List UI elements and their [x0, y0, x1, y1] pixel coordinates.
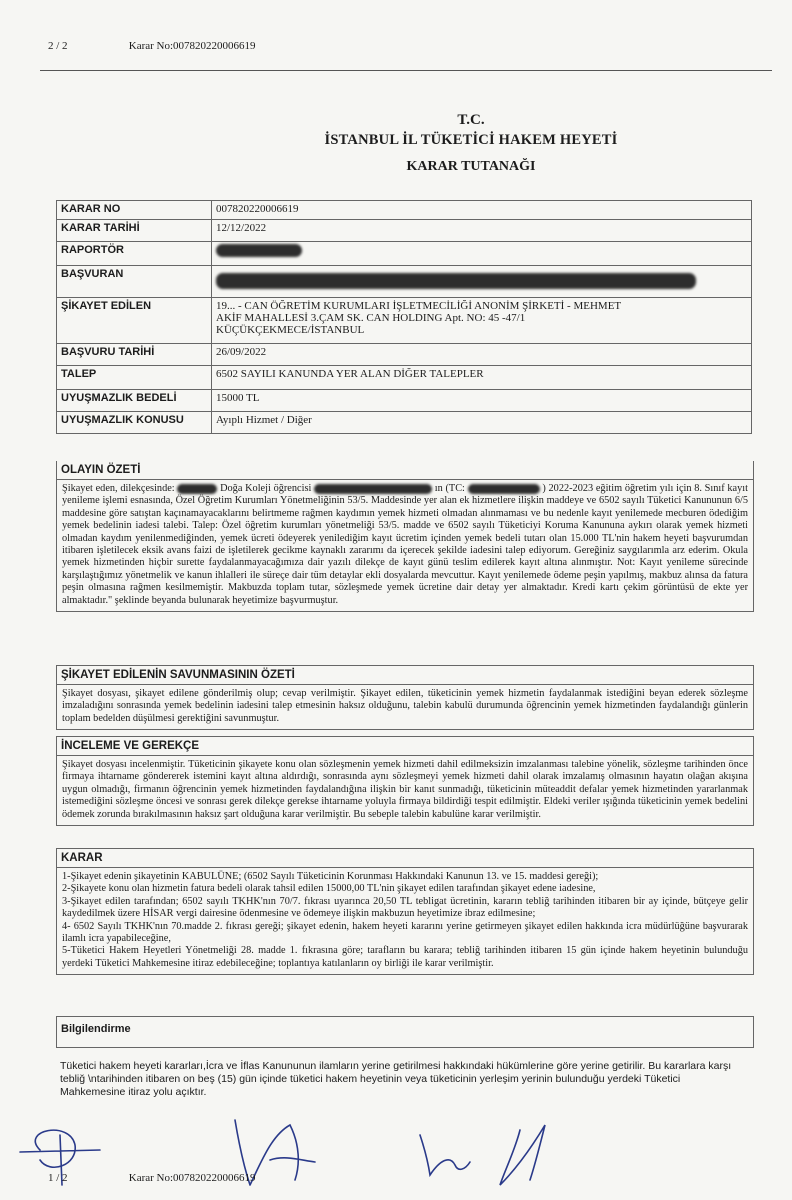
value-karar-tarihi: 12/12/2022 — [212, 220, 752, 242]
page-number: 2 / 2 — [48, 40, 68, 52]
olay-intro: Şikayet eden, dilekçesinde: — [62, 483, 175, 494]
label-karar-tarihi: KARAR TARİHİ — [57, 220, 212, 242]
section-savunma — [56, 665, 754, 730]
redaction-basvuran — [216, 273, 696, 289]
row-basvuran — [57, 266, 752, 298]
bilgilendirme-heading: Bilgilendirme — [61, 1023, 131, 1035]
redaction-raportor — [216, 244, 302, 257]
label-basvuru-tarihi: BAŞVURU TARİHİ — [57, 344, 212, 366]
row-sikayet-edilen — [57, 298, 752, 344]
olay-tc-label: ın (TC: — [434, 483, 465, 494]
label-raportor: RAPORTÖR — [57, 242, 212, 266]
row-uyusmazlik-konusu — [57, 412, 752, 434]
value-uyusmazlik-konusu: Ayıplı Hizmet / Diğer — [212, 412, 752, 434]
title-institution: İSTANBUL İL TÜKETİCİ HAKEM HEYETİ — [324, 132, 618, 148]
page-header — [48, 40, 256, 52]
value-sikayet-edilen — [212, 298, 752, 344]
heading-savunma: ŞİKAYET EDİLENİN SAVUNMASININ ÖZETİ — [57, 665, 753, 685]
section-olayin-ozeti — [56, 461, 754, 612]
page-footer — [48, 1172, 256, 1184]
document-title — [0, 112, 792, 175]
redaction-olay-1 — [177, 484, 217, 494]
heading-olayin-ozeti: OLAYIN ÖZETİ — [57, 461, 753, 480]
body-inceleme: Şikayet dosyası incelenmiştir. Tüketicinin şikayete konu olan sözleşmenin yemek hizmeti dahil edilmeksizin imzalanması talebine yönelik, sözleşme tarihinden önce firmaya ihtarname göndererek istemini kayıt altına aldırdığı, sonrasında aynı sözleşmeyi yemek hizmeti dahil olarak imzalamış olmasının hayatın olağan akışına uygun olmadığı, firmanın öğrencinin yemek hizmetinden faydalandığına ilişkin bir kanıt sunmadığı, tüketicinin müteaddit defalar yemek hizmetinden yararlanmak istemediğini sözleşme öncesi ve sonrası gerek dilekçe gerekse ihtarname yoluyla firmaya bildirdiği tespit edilmiştir. Eldeki veriler ışığında tüketicinin yemek bedelini ödemek zorunda bırakılmasının haksız şart olduğuna karar verilmiştir. Bu sebeple talebin kabulüne karar verilmiştir. — [62, 759, 748, 820]
row-raportor — [57, 242, 752, 266]
section-karar — [56, 848, 754, 975]
label-uyusmazlik-bedeli: UYUŞMAZLIK BEDELİ — [57, 390, 212, 412]
body-karar — [57, 868, 753, 974]
footer-decision-no: Karar No:007820220006619 — [128, 1172, 256, 1184]
label-talep: TALEP — [57, 366, 212, 390]
heading-karar: KARAR — [57, 848, 753, 868]
olay-year: ) 2022-2023 eğitim öğretim yılı — [542, 483, 674, 494]
label-uyusmazlik-konusu: UYUŞMAZLIK KONUSU — [57, 412, 212, 434]
footer-page-number: 1 / 2 — [48, 1172, 68, 1184]
heading-inceleme: İNCELEME VE GEREKÇE — [57, 736, 753, 756]
sikayet-edilen-line3: KÜÇÜKÇEKMECE/İSTANBUL — [216, 324, 365, 336]
olay-school: Doğa Koleji öğrencisi — [220, 483, 312, 494]
value-karar-no: 007820220006619 — [212, 201, 752, 220]
body-olayin-ozeti — [57, 480, 753, 611]
header-decision-no: Karar No:007820220006619 — [128, 40, 256, 52]
karar-item-1: 1-Şikayet edenin şikayetinin KABULÜNE; (6502 Sayılı Tüketicinin Korunması Hakkındaki Kanunun 13. ve 15. maddesi gereği); — [62, 871, 599, 882]
label-sikayet-edilen: ŞİKAYET EDİLEN — [57, 298, 212, 344]
redaction-olay-3 — [468, 484, 540, 494]
karar-item-5: 5-Tüketici Hakem Heyetleri Yönetmeliği 28. madde 1. fıkrasına göre; tarafların bu karara; tebliğ tarihinden itibaren 15 gün içinde hakem heyetinin bulunduğu yerdeki Tüketici Mahkemesine itiraz edebileceğine; toplantıya katılanların oy birliği ile karar verilmiştir. — [62, 945, 748, 969]
karar-item-4: 4- 6502 Sayılı TKHK'nın 70.madde 2. fıkrası gereği; şikayet edenin, hakem heyeti kararını yerine getirmeyen şikayet edilen hakkında icra müdürlüğüne başvurarak ilamlı icra yapabileceğine, — [62, 920, 748, 945]
label-basvuran: BAŞVURAN — [57, 266, 212, 298]
redaction-olay-2 — [314, 484, 432, 494]
bilgilendirme-text: Tüketici hakem heyeti kararları,İcra ve İflas Kanununun ilamların yerine getirilmesi hakkındaki hükümlerine göre yerine getirilir. Bu kararlara karşı tebliğ \ntarihinden itibaren on beş (15) gün içinde tüketici hakem heyetinin veya tüketicinin yerleşim yerinin bulunduğu yerdeki Tüketici Mahkemesine itiraz yolu açıktır. — [60, 1060, 732, 1098]
body-savunma: Şikayet dosyası, şikayet edilene gönderilmiş olup; cevap verilmiştir. Şikayet edilen, tüketicinin yemek hizmetin faydalanmak istediğini beyan ederek sözleşme imzaladığını sonrasında yemek bedelinin iadesini talep etmesinin haksız olduğunu, talebin kabulü durumunda öğrencinin yemek hizmetinden faydalandığı günlerin toplam bedelden düşülmesi gerektiğini savunmuştur. — [62, 688, 748, 724]
row-uyusmazlik-bedeli — [57, 390, 752, 412]
title-tc: T.C. — [457, 112, 485, 128]
signature-3 — [420, 1135, 470, 1175]
section-inceleme — [56, 736, 754, 826]
row-karar-no — [57, 201, 752, 220]
row-talep — [57, 366, 752, 390]
row-basvuru-tarihi — [57, 344, 752, 366]
label-karar-no: KARAR NO — [57, 201, 212, 220]
signature-4 — [500, 1125, 545, 1185]
olay-body: için 8. Sınıf kayıt yenileme işlemi esnasında, Özel Öğretim Kurumları Yönetmeliğinin 53/5. Maddesinde yer alan ek hizmetlere ilişkin maddeye ve 6502 sayılı Tüketici Kanununun 6/5 maddesine göre satıştan kaçınamayacaklarını belirtmeme rağmen kaydımın yemek hizmeti olmadan alınmaması ve bu nedenle kayıt yenilemede mecburen ödediğim yemek bedelinin iadesi talebi. Talep: Özel öğretim kurumları yönetmeliği 53/5. madde ve 6502 sayılı Tüketiciyi Koruma Kanununa aykırı olarak yemek hizmeti olmadan kaydım yenilenmediğinden, yemek ücreti ödeyerek yenilediğim kayıt ücretim içinden yemek bedeli tutarı olan 15.000 TL'nin hakem heyeti başvurumdan itibaren işletilecek eksik avans faizi de işletilerek gecikme kaynaklı zararımı da içerecek şekilde iadesini talep ediyorum. Gereğiniz saygılarımla arz ederim. Okula yemek hizmetinden hiçbir surette faydalanmayacağımıza dair yazılı dilekçe de kayıt günü teslim edilerek kayıt altına alınmıştır. Not: Kayıt yenileme sürecinde karşılaştığımız yönetmelik ve kanun ihlalleri ile süreçe dair tüm detaylar ekli dosyalarda mevcuttur. Kayıt yenilemede ödeme peşin yapılmış, makbuz alınsa da fatura peşin olmasına rağmen kesilmemiştir. Makbuzda toplam tutar, sözleşmede yemek ücretine dair detay yer almaktadır. Kredi kartı çekim görüntüsü de ekte yer almaktadır." şeklinde beyanda bulunarak heyetimize başvurmuştur. — [62, 483, 749, 606]
sikayet-edilen-line2: AKİF MAHALLESİ 3.ÇAM SK. CAN HOLDING Apt. NO: 45 -47/1 — [216, 312, 526, 324]
karar-item-3: 3-Şikayet edilen tarafından; 6502 sayılı TKHK'nın 70/7. fıkrası uyarınca 20,50 TL tebligat ücretinin, kararın tebliğ tarihinden itibaren bir ay içinde, bütçeye gelir kaydedilmek üzere HİSAR vergi dairesine ödenmesine ve ödemeye ilişkin makbuzun heyetimize ibraz edilmesine; — [62, 895, 748, 920]
value-basvuru-tarihi: 26/09/2022 — [212, 344, 752, 366]
header-rule — [40, 70, 772, 71]
row-karar-tarihi — [57, 220, 752, 242]
value-uyusmazlik-bedeli: 15000 TL — [212, 390, 752, 412]
karar-item-2: 2-Şikayete konu olan hizmetin fatura bedeli olarak tahsil edilen 15000,00 TL'nin şikayet edilen tarafından şikayet edene iadesine, — [62, 883, 596, 895]
bilgilendirme-box — [56, 1016, 754, 1048]
info-table — [56, 200, 752, 434]
value-talep: 6502 SAYILI KANUNDA YER ALAN DİĞER TALEPLER — [212, 366, 752, 390]
title-document: KARAR TUTANAĞI — [406, 159, 536, 174]
sikayet-edilen-line1: 19... - CAN ÖĞRETİM KURUMLARI İŞLETMECİLİĞİ ANONİM ŞİRKETİ - MEHMET — [216, 300, 622, 312]
